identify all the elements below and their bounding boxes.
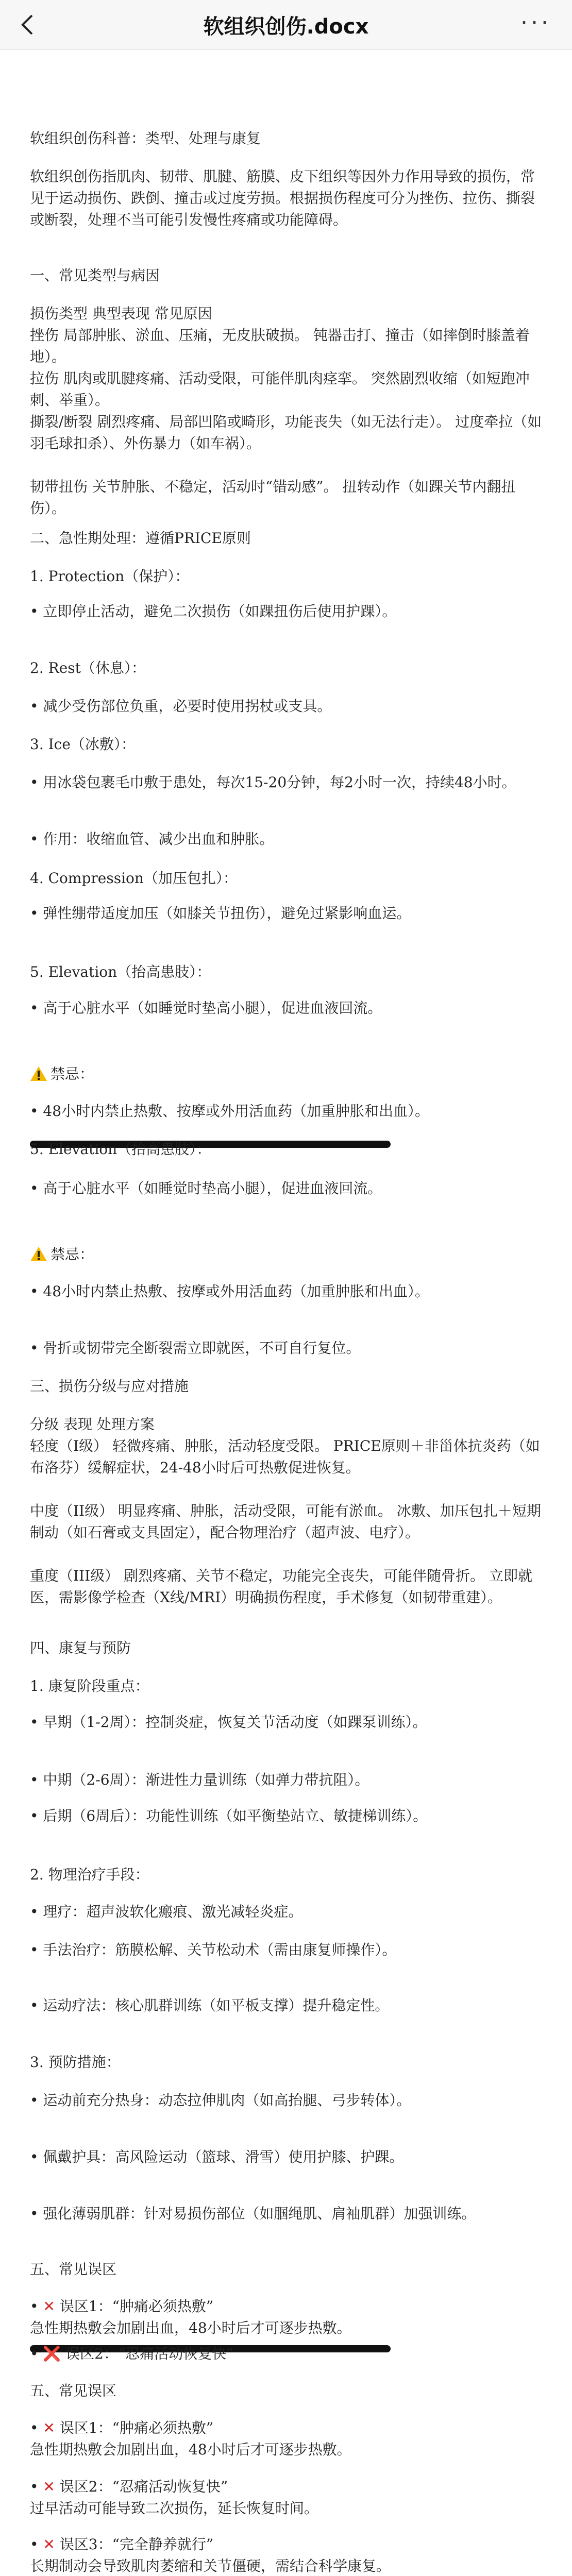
section1-row: 拉伤 肌肉或肌腱疼痛、活动受限，可能伴肌肉痉挛。 突然剧烈收缩（如短跑冲刺、举重）。 bbox=[30, 370, 530, 409]
myth-title: • ✕ 误区2：“忍痛活动恢复快” bbox=[30, 2478, 228, 2495]
myth-title: • ✕ 误区1：“肿痛必须热敷” bbox=[30, 2419, 214, 2436]
step-bullet: • 高于心脏水平（如睡觉时垫高小腿），促进血液回流。 bbox=[30, 999, 382, 1016]
section3-row: 中度（II级） 明显疼痛、肿胀，活动受限，可能有淤血。 冰敷、加压包扎＋短期制动（如石膏或支具固定），配合物理治疗（超声波、电疗）。 bbox=[30, 1502, 541, 1541]
taboo-label bbox=[30, 1244, 545, 1265]
therapy-item: • 运动疗法：核心肌群训练（如平板支撑）提升稳定性。 bbox=[30, 1997, 390, 2014]
taboo-text: 禁忌： bbox=[51, 1246, 94, 1263]
subheading: 1. 康复阶段重点： bbox=[30, 1677, 149, 1694]
step-bullet: • 减少受伤部位负重，必要时使用拐杖或支具。 bbox=[30, 698, 332, 715]
section1-row: 挫伤 局部肿胀、淤血、压痛，无皮肤破损。 钝器击打、撞击（如摔倒时膝盖着地）。 bbox=[30, 327, 530, 365]
section1-columns: 损伤类型 典型表现 常见原因 bbox=[30, 305, 212, 322]
therapy-item: • 手法治疗：筋膜松解、关节松动术（需由康复师操作）。 bbox=[30, 1941, 397, 1958]
cross-mark-icon: ✕ bbox=[43, 2419, 55, 2436]
warning-icon bbox=[30, 1066, 47, 1081]
section1-row: 撕裂/断裂 剧烈疼痛、局部凹陷或畸形，功能丧失（如无法行走）。 过度牵拉（如羽毛球扣杀）、外伤暴力（如车祸）。 bbox=[30, 413, 542, 452]
prevent-item: • 运动前充分热身：动态拉伸肌肉（如高抬腿、弓步转体）。 bbox=[30, 2092, 411, 2109]
section3-row: 轻度（I级） 轻微疼痛、肿胀，活动轻度受限。 PRICE原则＋非甾体抗炎药（如布洛芬）缓解症状，24-48小时后可热敷促进恢复。 bbox=[30, 1437, 540, 1476]
section1-heading: 一、常见类型与病因 bbox=[30, 267, 160, 284]
intro-title: 软组织创伤科普：类型、处理与康复 bbox=[30, 130, 261, 147]
title-bar bbox=[0, 0, 572, 50]
section3-heading: 三、损伤分级与应对措施 bbox=[30, 1378, 189, 1395]
section1-row: 韧带扭伤 关节肿胀、不稳定，活动时“错动感”。 扭转动作（如踝关节内翻扭伤）。 bbox=[30, 478, 516, 517]
overlap-partial-line: • ❌ 误区2：“忍痛活动恢复快” bbox=[30, 2345, 234, 2362]
myth-title: • ✕ 误区3：“完全静养就行” bbox=[30, 2536, 214, 2553]
subheading: 3. 预防措施： bbox=[30, 2054, 121, 2071]
cross-mark-icon: ✕ bbox=[43, 2478, 55, 2495]
subheading: 2. 物理治疗手段： bbox=[30, 1866, 149, 1883]
therapy-item: • 理疗：超声波软化瘢痕、激光减轻炎症。 bbox=[30, 1903, 303, 1920]
step-title: 5. Elevation（抬高患肢）： bbox=[30, 963, 211, 980]
cross-mark-icon: ✕ bbox=[43, 2536, 55, 2553]
step-bullet: • 用冰袋包裹毛巾敷于患处，每次15-20分钟，每2小时一次，持续48小时。 bbox=[30, 774, 516, 791]
taboo-text: 禁忌： bbox=[51, 1065, 94, 1082]
overlap-partial-line: 5. Elevation（抬高患肢）： bbox=[30, 1141, 211, 1158]
myth-title: • ✕ 误区1：“肿痛必须热敷” bbox=[30, 2298, 214, 2315]
warning-icon bbox=[30, 1246, 47, 1262]
intro-paragraph: 软组织创伤指肌肉、韧带、肌腱、筋膜、皮下组织等因外力作用导致的损伤，常见于运动损伤、跌倒、撞击或过度劳损。根据损伤程度可分为挫伤、拉伤、撕裂或断裂，处理不当可能引发慢性疼痛或功能障碍。 bbox=[30, 168, 535, 228]
phase-item: • 后期（6周后）：功能性训练（如平衡垫站立、敏捷梯训练）。 bbox=[30, 1807, 428, 1824]
myth-desc: 过早活动可能导致二次损伤，延长恢复时间。 bbox=[30, 2500, 319, 2517]
step-bullet: • 作用：收缩血管、减少出血和肿胀。 bbox=[30, 831, 274, 848]
myth-desc: 长期制动会导致肌肉萎缩和关节僵硬，需结合科学康复。 bbox=[30, 2557, 391, 2574]
section3-columns: 分级 表现 处理方案 bbox=[30, 1416, 155, 1433]
myth-desc: 急性期热敷会加剧出血，48小时后才可逐步热敷。 bbox=[30, 2319, 351, 2336]
step-title: 3. Ice（冰敷）： bbox=[30, 736, 136, 753]
taboo-label bbox=[30, 1063, 545, 1085]
taboo-line: • 48小时内禁止热敷、按摩或外用活血药（加重肿胀和出血）。 bbox=[30, 1103, 430, 1120]
phase-item: • 中期（2-6周）：渐进性力量训练（如弹力带抗阻）。 bbox=[30, 1771, 369, 1788]
step-bullet: • 高于心脏水平（如睡觉时垫高小腿），促进血液回流。 bbox=[30, 1180, 382, 1197]
myth-desc: 急性期热敷会加剧出血，48小时后才可逐步热敷。 bbox=[30, 2441, 351, 2458]
prevent-item: • 强化薄弱肌群：针对易损伤部位（如腘绳肌、肩袖肌群）加强训练。 bbox=[30, 2205, 476, 2222]
cross-mark-icon: ✕ bbox=[43, 2298, 55, 2315]
prevent-item: • 佩戴护具：高风险运动（篮球、滑雪）使用护膝、护踝。 bbox=[30, 2148, 404, 2165]
section5-heading: 五、常见误区 bbox=[30, 2261, 117, 2278]
step-title: 2. Rest（休息）： bbox=[30, 659, 146, 676]
phase-item: • 早期（1-2周）：控制炎症，恢复关节活动度（如踝泵训练）。 bbox=[30, 1714, 427, 1731]
fracture-line: • 骨折或韧带完全断裂需立即就医，不可自行复位。 bbox=[30, 1340, 361, 1357]
step-bullet: • 立即停止活动，避免二次损伤（如踝扭伤后使用护踝）。 bbox=[30, 603, 397, 620]
document-title: 软组织创伤.docx bbox=[203, 15, 369, 39]
step-title: 4. Compression（加压包扎）： bbox=[30, 870, 238, 887]
step-bullet: • 弹性绷带适度加压（如膝关节扭伤），避免过紧影响血运。 bbox=[30, 905, 411, 922]
section2-heading: 二、急性期处理：遵循PRICE原则 bbox=[30, 530, 251, 547]
section5-heading: 五、常见误区 bbox=[30, 2382, 117, 2399]
section4-heading: 四、康复与预防 bbox=[30, 1639, 131, 1656]
taboo-line: • 48小时内禁止热敷、按摩或外用活血药（加重肿胀和出血）。 bbox=[30, 1283, 430, 1300]
more-options-icon[interactable]: ··· bbox=[520, 10, 551, 36]
section3-row: 重度（III级） 剧烈疼痛、关节不稳定，功能完全丧失，可能伴随骨折。 立即就医，需影像学检查（X线/MRI）明确损伤程度，手术修复（如韧带重建）。 bbox=[30, 1567, 532, 1606]
step-title: 1. Protection（保护）： bbox=[30, 568, 190, 585]
